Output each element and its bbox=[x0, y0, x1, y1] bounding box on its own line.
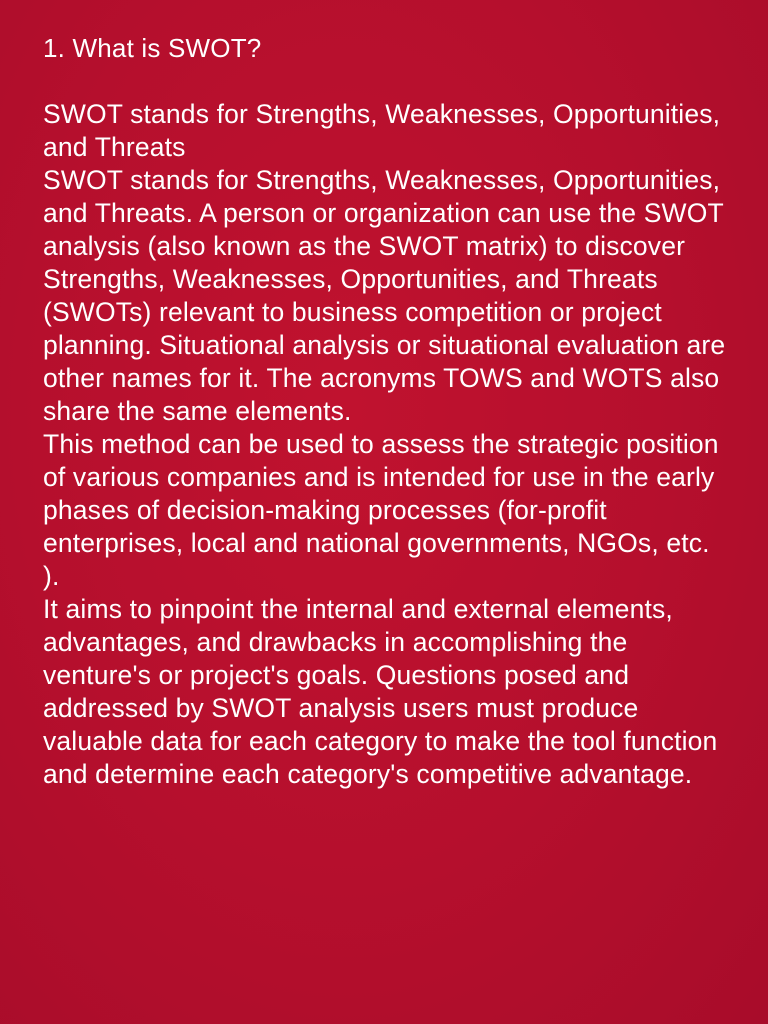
paragraph-definition-long: SWOT stands for Strengths, Weaknesses, Opportunities, and Threats. A person or organization can use the SWOT analysis (also known as the SWOT matrix) to discover Strengths, Weaknesses, Opportunities, and Threats (SWOTs) relevant to business competition or project planning. Situational analysis or situational evaluation are other names for it. The acronyms TOWS and WOTS also share the same elements. bbox=[43, 165, 726, 426]
paragraph-method-usage: This method can be used to assess the strategic position of various companies and is intended for use in the early phases of decision-making processes (for-profit enterprises, local and national governments, NGOs, etc. ). bbox=[43, 429, 719, 591]
section-heading: 1. What is SWOT? bbox=[43, 33, 262, 63]
paragraph-definition-short: SWOT stands for Strengths, Weaknesses, Opportunities, and Threats bbox=[43, 99, 721, 162]
paragraph-aims: It aims to pinpoint the internal and external elements, advantages, and drawbacks in accomplishing the venture's or project's goals. Questions posed and addressed by SWOT analysis users must produce valuable data for each category to make the tool function and determine each category's competitive advantage. bbox=[43, 594, 718, 789]
spacer bbox=[43, 65, 728, 98]
